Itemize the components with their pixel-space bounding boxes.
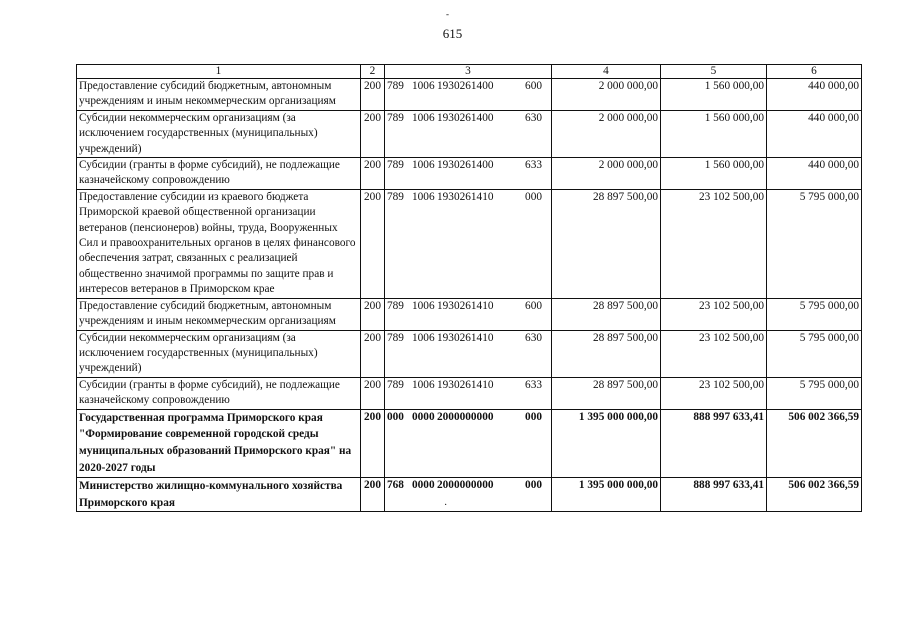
row-code (385, 110, 552, 157)
row-code (385, 377, 552, 409)
code-section: 0000 (412, 410, 435, 423)
row-value-5: 23 102 500,00 (661, 189, 767, 298)
code-ved: 789 (387, 80, 404, 92)
row-code (385, 158, 552, 190)
row-value-6: 5 795 000,00 (767, 298, 862, 330)
code-section: 1006 (412, 190, 435, 203)
code-expense-type: 633 (525, 159, 542, 172)
row-value-4: 2 000 000,00 (552, 158, 661, 190)
row-gr: 200 (361, 79, 385, 111)
row-value-5: 1 560 000,00 (661, 158, 767, 190)
row-value-6: 440 000,00 (767, 110, 862, 157)
page-mark: - (446, 9, 449, 19)
header-col-2: 2 (361, 65, 385, 79)
row-gr: 200 (361, 377, 385, 409)
code-ved: 000 (387, 410, 404, 423)
row-code (385, 189, 552, 298)
code-expense-type: 630 (525, 331, 542, 344)
row-value-6: 5 795 000,00 (767, 377, 862, 409)
row-value-6: 440 000,00 (767, 79, 862, 111)
page-number: 615 (442, 26, 463, 41)
code-section: 1006 (412, 159, 435, 172)
header-col-5: 5 (661, 65, 767, 79)
code-expense-type: 630 (525, 111, 542, 124)
row-name: Субсидии (гранты в форме субсидий), не подлежащие казначейскому сопровождению (77, 377, 361, 409)
row-code (385, 298, 552, 330)
code-section: 1006 (412, 378, 435, 391)
row-value-5: 23 102 500,00 (661, 377, 767, 409)
row-gr: 200 (361, 409, 385, 477)
row-gr: 200 (361, 298, 385, 330)
table-row (77, 189, 862, 298)
row-name: Субсидии некоммерческим организациям (за исключением государственных (муниципальных) учреждений) (77, 110, 361, 157)
table-row (77, 377, 862, 409)
row-value-4: 28 897 500,00 (552, 189, 661, 298)
code-ved: 768 (387, 478, 404, 491)
code-section: 0000 (412, 478, 435, 491)
code-ved: 789 (387, 111, 404, 124)
code-target: 1930261410 (437, 331, 494, 344)
row-gr: 200 (361, 189, 385, 298)
code-target: 2000000000 (437, 478, 494, 491)
row-name: Субсидии (гранты в форме субсидий), не подлежащие казначейскому сопровождению (77, 158, 361, 190)
row-name: Государственная программа Приморского края "Формирование современной городской среды муниципальных образований Приморского края" на 2020-2027 годы (77, 409, 361, 477)
row-gr: 200 (361, 158, 385, 190)
code-target: 1930261410 (437, 378, 494, 391)
row-value-5: 23 102 500,00 (661, 330, 767, 377)
row-value-6: 506 002 366,59 (767, 409, 862, 477)
table-row (77, 298, 862, 330)
code-expense-type: 600 (525, 80, 542, 92)
header-col-1: 1 (77, 65, 361, 79)
row-gr: 200 (361, 477, 385, 512)
row-value-6: 5 795 000,00 (767, 189, 862, 298)
code-target: 1930261400 (437, 80, 494, 92)
row-name: Субсидии некоммерческим организациям (за исключением государственных (муниципальных) учреждений) (77, 330, 361, 377)
header-col-6: 6 (767, 65, 862, 79)
row-code (385, 409, 552, 477)
code-expense-type: 000 (525, 190, 542, 203)
code-target: 1930261400 (437, 159, 494, 172)
row-value-5: 888 997 633,41 (661, 477, 767, 512)
row-value-4: 1 395 000 000,00 (552, 477, 661, 512)
row-name: Министерство жилищно-коммунального хозяйства Приморского края (77, 477, 361, 512)
row-name: Предоставление субсидий бюджетным, автономным учреждениям и иным некоммерческим организациям (77, 298, 361, 330)
row-gr: 200 (361, 110, 385, 157)
row-value-4: 1 395 000 000,00 (552, 409, 661, 477)
row-value-4: 28 897 500,00 (552, 298, 661, 330)
scan-dot: · (444, 500, 448, 511)
row-name: Предоставление субсидии из краевого бюджета Приморской краевой общественной организации ветеранов (пенсионеров) войны, труда, Вооруженных Сил и правоохранительных органов в целях финансового обеспечения затрат, связанных с реализацией общественно значимой программы по защите прав и интересов ветеранов в Приморском крае (77, 189, 361, 298)
row-value-4: 2 000 000,00 (552, 110, 661, 157)
table-body (77, 79, 862, 512)
table-row (77, 79, 862, 111)
table-row (77, 477, 862, 512)
table-row (77, 409, 862, 477)
table-row (77, 110, 862, 157)
row-gr: 200 (361, 330, 385, 377)
row-value-6: 506 002 366,59 (767, 477, 862, 512)
header-col-3: 3 (385, 65, 552, 79)
code-expense-type: 600 (525, 299, 542, 312)
table-row (77, 158, 862, 190)
row-value-5: 1 560 000,00 (661, 79, 767, 111)
code-target: 2000000000 (437, 410, 494, 423)
code-section: 1006 (412, 299, 435, 312)
code-ved: 789 (387, 331, 404, 344)
row-value-5: 23 102 500,00 (661, 298, 767, 330)
code-ved: 789 (387, 378, 404, 391)
code-expense-type: 000 (525, 478, 542, 491)
header-col-4: 4 (552, 65, 661, 79)
row-value-6: 440 000,00 (767, 158, 862, 190)
code-section: 1006 (412, 331, 435, 344)
row-value-4: 28 897 500,00 (552, 330, 661, 377)
table-row (77, 330, 862, 377)
code-expense-type: 633 (525, 378, 542, 391)
code-target: 1930261410 (437, 299, 494, 312)
code-ved: 789 (387, 299, 404, 312)
budget-table (76, 64, 862, 512)
row-value-5: 888 997 633,41 (661, 409, 767, 477)
code-section: 1006 (412, 111, 435, 124)
row-name: Предоставление субсидий бюджетным, автономным учреждениям и иным некоммерческим организациям (77, 79, 361, 111)
row-code (385, 477, 552, 512)
code-expense-type: 000 (525, 410, 542, 423)
code-target: 1930261400 (437, 111, 494, 124)
code-section: 1006 (412, 80, 435, 92)
row-value-4: 2 000 000,00 (552, 79, 661, 111)
code-ved: 789 (387, 190, 404, 203)
row-value-5: 1 560 000,00 (661, 110, 767, 157)
header-row (77, 65, 862, 79)
row-code (385, 79, 552, 111)
code-ved: 789 (387, 159, 404, 172)
row-value-6: 5 795 000,00 (767, 330, 862, 377)
row-value-4: 28 897 500,00 (552, 377, 661, 409)
row-code (385, 330, 552, 377)
code-target: 1930261410 (437, 190, 494, 203)
